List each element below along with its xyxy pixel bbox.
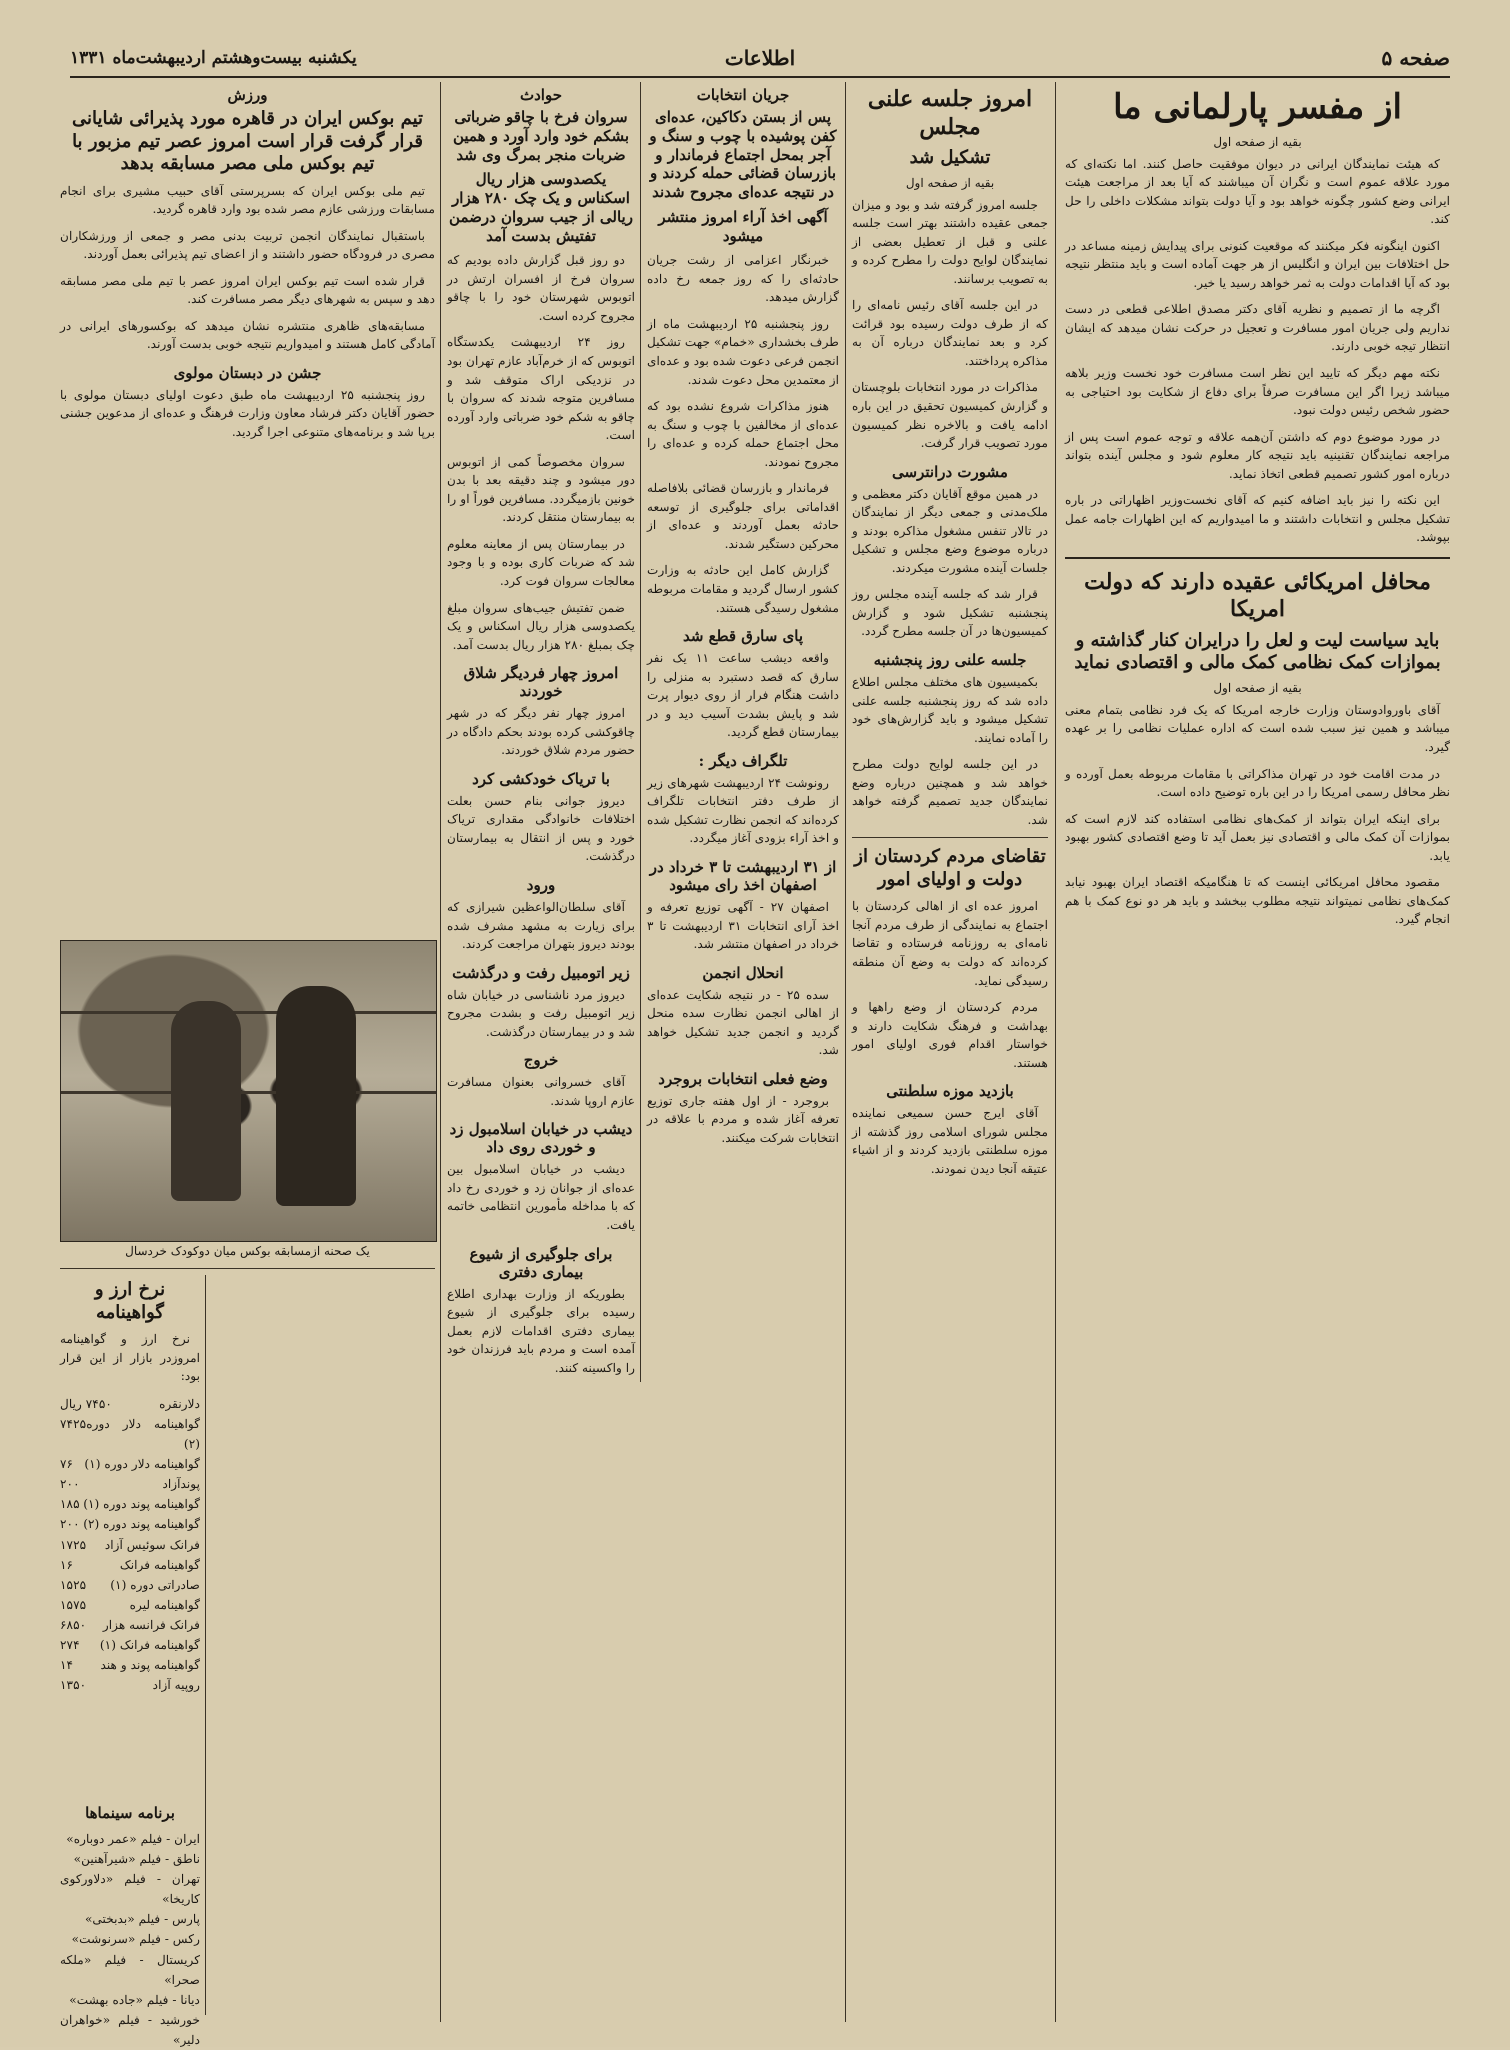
rate-value: ۱۵۷۵	[60, 1597, 87, 1612]
headline-american-circles: محافل امریکائی عقیده دارند که دولت امریکا	[1084, 568, 1431, 623]
paragraph: دیشب در خیابان اسلامبول بین عده‌ای از جوانان زد و خوردی رخ داد که با مداخله مأمورین انتظامی خاتمه یافت.	[447, 1162, 635, 1233]
section-heading: امروز چهار فردیگر شلاق خوردند	[463, 664, 619, 701]
rate-label: گواهینامه لیره	[129, 1597, 200, 1612]
headline-elections: پس از بستن دکاکین، عده‌ای کفن پوشیده با چوب و سنگ و آجر بمحل اجتماع فرماندار و بازرسان قضائی حمله کردند و در نتیجه عده‌ای مجروح شدند	[649, 108, 837, 201]
cinema-item: کریستال - فیلم «ملکه صحرا»	[60, 1952, 200, 1987]
boxer-figure	[171, 1001, 241, 1201]
column-parliament-commentary	[1065, 82, 1450, 2022]
paragraph: قرار شد که جلسه آینده مجلس روز پنجشنبه تشکیل شود و گزارش کمیسیون‌ها در آن جلسه مطرح گردد.	[852, 587, 1048, 639]
paragraph: نکته مهم دیگر که تایید این نظر است مسافرت خود نخست وزیر بلاهه میباشد زیرا اگر این مسافرت صرفاً برای دفاع از شکایت بود احتیاجی به حضور شخص رئیس دولت نبود.	[1065, 365, 1450, 418]
photo-caption: یک صحنه ازمسابقه بوکس میان دوکودک خردسال	[125, 1244, 370, 1258]
rate-value: ۲۰۰	[60, 1517, 80, 1532]
ring-rope	[61, 1011, 436, 1014]
subhead-captain-farrokh: یکصدوسی هزار ریال اسکناس و یک چک ۲۸۰ هزار ریالی از جیب سروان درضمن تفتیش بدست آمد	[449, 170, 633, 245]
subhead-american-circles: باید سیاست لیت و لعل را درایران کنار گذاشته و بموازات کمک نظامی کمک مالی و اقتصادی نماید	[1074, 629, 1441, 674]
paragraph: مردم کردستان از وضع راهها و بهداشت و فرهنگ شکایت دارند و خواستار اقدام فوری اولیای امور هستند.	[852, 1000, 1048, 1070]
cinema-box	[60, 1800, 200, 2047]
rate-label: گواهینامه دلار دوره (۱)	[84, 1457, 200, 1472]
rate-label: فرانک سوئیس آزاد	[104, 1537, 200, 1552]
paragraph: دیروز جوانی بنام حسن بعلت اختلافات خانوادگی مقداری تریاک خورد و پس از انتقال به بیمارستان درگذشت.	[447, 793, 635, 864]
cinema-title: برنامه سینماها	[85, 1804, 175, 1822]
section-heading: جشن در دبستان مولوی	[173, 363, 322, 382]
paragraph: مسابقه‌های ظاهری منتشره نشان میدهد که بوکسورهای ایرانی در آمادگی کامل هستند و امیدواریم نتیجه خوبی بدست آورند.	[60, 318, 435, 352]
issue-date: یکشنبه بیست‌وهشتم اردیبهشت‌ماه ۱۳۳۱	[70, 48, 357, 68]
column-rule	[440, 82, 441, 2022]
rate-label: گواهینامه پوند دوره (۱)	[83, 1497, 200, 1512]
headline-boxing: تیم بوکس ایران در قاهره مورد پذیرائی شایانی قرار گرفت قرار است امروز عصر تیم مزبور با تیم بوکس ملی مصر مسابقه بدهد	[71, 108, 424, 174]
rate-row	[60, 1635, 200, 1655]
rate-label: فرانک فرانسه هزار	[102, 1618, 200, 1633]
section-heading: تلگراف دیگر :	[698, 751, 788, 770]
cinema-item: ایران - فیلم «عمر دوباره»	[66, 1831, 200, 1846]
section-heading: از ۳۱ اردیبهشت تا ۳ خرداد در اصفهان اخذ رای میشود	[649, 858, 837, 895]
rate-row	[60, 1555, 200, 1575]
section-heading: زیر اتومبیل رفت و درگذشت	[452, 963, 630, 982]
paragraph: اکنون اینگونه فکر میکنند که موقعیت کنونی برای پیدایش زمینه مساعد در حل اختلافات بین ایران و انگلیس از هر جهت آماده است و باید منتظر نتیجه بود که آیا اقدامات دولت به ثمر خواهد رسید یا خیر.	[1065, 238, 1450, 290]
paragraph: در همین موقع آقایان دکتر معظمی و ملک‌مدنی و جمعی دیگر از نمایندگان در تالار تنفس مشغول مذاکره بودند و درباره موضوع وضع مجلس و تشکیل جلسات آینده مشورت میکردند.	[852, 486, 1048, 575]
rate-row	[60, 1575, 200, 1595]
masthead	[70, 40, 1450, 78]
paragraph: روز پنجشنبه ۲۵ اردیبهشت ماه از طرف بخشداری «خمام» جهت تشکیل انجمن فرعی دعوت شده بود و عده‌ای از معتمدین محل دعوت شدند.	[647, 316, 839, 387]
rates-list	[60, 1394, 200, 1696]
boxer-figure	[276, 986, 356, 1206]
section-heading: خروج	[523, 1051, 559, 1070]
rate-label: صادراتی دوره (۱)	[110, 1577, 200, 1592]
rate-value: ۱۸۵	[60, 1497, 80, 1512]
headline-captain-farrokh: سروان فرخ با چاقو ضرباتی بشکم خود وارد آورد و همین ضربات منجر بمرگ وی شد	[452, 108, 630, 164]
column-sports	[60, 82, 435, 932]
paragraph: هنوز مذاکرات شروع نشده بود که عده‌ای از مخالفین با چوب و سنگ به محل اجتماع حمله کرده و عده‌ای را مجروح نمودند.	[647, 399, 839, 469]
rate-label: گواهینامه فرانک	[119, 1557, 200, 1572]
paragraph: دو روز قبل گزارش داده بودیم که سروان فرخ از افسران ارتش در اتوبوس شهرستان خود را با چاقو مجروح کرده است.	[447, 253, 635, 323]
rate-row	[60, 1494, 200, 1514]
rate-value: ۲۷۴	[60, 1638, 80, 1653]
paragraph: واقعه دیشب ساعت ۱۱ یک نفر سارق که قصد دستبرد به منزلی را داشت هنگام فرار از روی دیوار پرت شد و پایش بشدت آسیب دید و در بیمارستان قطع گردید.	[647, 651, 839, 740]
rate-row	[60, 1675, 200, 1695]
rate-row	[60, 1655, 200, 1675]
rate-value: ۷۴۲۵	[60, 1416, 87, 1431]
column-rule	[640, 82, 641, 1382]
rate-label: گواهینامه پوند و هند	[100, 1658, 200, 1673]
section-heading: با تریاک خودکشی کرد	[472, 769, 610, 788]
cinema-list	[60, 1829, 200, 2050]
exchange-rates-box	[60, 1275, 200, 1795]
rate-row	[60, 1394, 200, 1414]
rate-label: دلارنقره	[159, 1396, 200, 1411]
paragraph: بکمیسیون های مختلف مجلس اطلاع داده شد که روز پنجشنبه جلسه علنی تشکیل میشود و باید گزارش‌های خود را آماده نمایند.	[852, 674, 1048, 745]
rate-label: پوندآزاد	[162, 1477, 200, 1492]
cinema-item: ناطق - فیلم «شیرآهنین»	[73, 1851, 200, 1866]
rate-label: روپیه آزاد	[152, 1678, 200, 1693]
paragraph: روز پنجشنبه ۲۵ اردیبهشت ماه طبق دعوت اولیای دبستان مولوی با حضور آقایان دکتر فرشاد معاون وزارت فرهنگ و عده‌ای از مدعوین جشنی برپا شد و برنامه‌های متنوعی اجرا گردید.	[60, 387, 435, 439]
continued-note: بقیه از صفحه اول	[1213, 680, 1302, 695]
paragraph: خبرنگار اعزامی از رشت جریان حادثه‌ای را که روز جمعه رخ داده گزارش میدهد.	[647, 253, 839, 305]
rate-row	[60, 1474, 200, 1494]
subhead-elections: آگهی اخذ آراء امروز منتشر میشود	[658, 207, 828, 245]
rate-value: ۷۴۵۰ ریال	[60, 1396, 112, 1411]
rate-label: گواهینامه دلار دوره (۲)	[86, 1416, 200, 1451]
rate-value: ۱۶	[60, 1557, 74, 1572]
paragraph: در مورد موضوع دوم که داشتن آن‌همه علاقه و توجه عموم است پس از مراجعه نمایندگان تقنینیه باید نتیجه کار معلوم شود و مجلس آینده بتواند درباره امور کشور تصمیم قطعی اتخاذ نماید.	[1065, 429, 1450, 481]
paragraph: که هیئت نمایندگان ایرانی در دیوان موفقیت حاصل کنند. اما نکته‌ای که مورد علاقه عموم است و نگران آن میباشند که آیا بعد از مراجعت هیئت ایرانی وضع کشور چگونه خواهد بود و آیا دولت بتواند مشکلات داخلی را حل کند.	[1065, 156, 1450, 227]
section-heading: انحلال انجمن	[702, 963, 784, 982]
paragraph: جلسه امروز گرفته شد و بود و میزان جمعی عقیده داشتند بهتر است جلسه علنی و قبل از تعطیل بعضی از نمایندگان لوایح دولت را مطرح کرده و به تصویب برسانند.	[852, 197, 1048, 286]
paper-name: اطلاعات	[724, 46, 796, 70]
page-number: صفحه ۵	[1381, 46, 1450, 70]
paragraph: مقصود محافل امریکائی اینست که تا هنگامیکه اقتصاد ایران بهبود نیابد کمک‌های نظامی نمیتواند نتیجه مطلوب ببخشد و باید هر دو نوع کمک با هم انجام گیرد.	[1065, 875, 1450, 927]
paragraph: قرار شده است تیم بوکس ایران امروز عصر با تیم ملی مصر مسابقه دهد و سپس به شهرهای دیگر مصر مسافرت کند.	[60, 273, 435, 307]
kicker-elections: جریان انتخابات	[696, 86, 790, 104]
column-rule	[845, 82, 846, 2022]
paragraph: سده ۲۵ - در نتیجه شکایت عده‌ای از اهالی انجمن نظارت سده منحل گردید و انجمن جدید تشکیل خواهد شد.	[647, 987, 839, 1058]
paragraph: فرماندار و بازرسان قضائی بلافاصله اقداماتی برای جلوگیری از توسعه حادثه بعمل آوردند و عده‌ای از محرکین دستگیر شدند.	[647, 481, 839, 551]
subhead-parliament-session: تشکیل شد	[909, 147, 991, 168]
rate-row	[60, 1454, 200, 1474]
rate-row	[60, 1514, 200, 1534]
rates-title: نرخ ارز و گواهینامه	[94, 1279, 166, 1323]
column-incidents	[447, 82, 635, 2022]
rate-value: ۲۰۰	[60, 1477, 80, 1492]
paragraph: امروز عده ای از اهالی کردستان با اجتماع به نمایندگی از طرف مردم آنجا نامه‌ای به روزنامه فرستاده و تقاضا کرده‌اند که دولت به وضع آن منطقه رسیدگی نماید.	[852, 899, 1048, 988]
rate-label: گواهینامه فرانک (۱)	[99, 1638, 200, 1653]
paragraph: اصفهان ۲۷ - آگهی توزیع تعرفه و اخذ آرای انتخابات ۳۱ اردیبهشت تا ۳ خرداد در اصفهان منتشر شد.	[647, 900, 839, 952]
paragraph: اگرچه ما از تصمیم و نظریه آقای دکتر مصدق اطلاعی قطعی در دست نداریم ولی جریان امور مسافرت و تعجیل در حرکت نشان میدهد که ایشان انتظار تیجه خوبی دارند.	[1065, 302, 1450, 354]
continued-note: بقیه از صفحه اول	[1213, 134, 1302, 149]
continued-note: بقیه از صفحه اول	[905, 175, 995, 190]
cinema-item: تهران - فیلم «دلاورکوی کاریخا»	[60, 1872, 200, 1907]
rate-row	[60, 1414, 200, 1454]
section-heading: بازدید موزه سلطنتی	[886, 1082, 1014, 1101]
section-heading: پای سارق قطع شد	[682, 627, 804, 646]
paragraph: این نکته را نیز باید اضافه کنیم که آقای نخست‌وزیر اظهاراتی در باره تشکیل مجلس و انتخابات داشتند و ما امیدواریم که این اظهارات جامه عمل بپوشد.	[1065, 493, 1450, 545]
rate-label: گواهینامه پوند دوره (۲)	[83, 1517, 200, 1532]
rate-value: ۱۵۲۵	[60, 1577, 87, 1592]
column-rule	[1055, 82, 1056, 2022]
rate-value: ۶۸۵۰	[60, 1618, 87, 1633]
section-heading: مشورت درانترسی	[892, 462, 1008, 481]
paragraph: رونوشت ۲۴ اردیبهشت شهرهای زیر از طرف دفتر انتخابات تلگراف کرده‌اند که انجمن نظارت تشکیل شده و اخذ آراء بزودی آغاز میگردد.	[647, 775, 839, 846]
paragraph: در این جلسه آقای رئیس نامه‌ای را که از طرف دولت رسیده بود قرائت کرد و بعد نمایندگان درباره آن به مذاکره پرداختند.	[852, 298, 1048, 368]
headline-commentator: از مفسر پارلمانی ما	[1113, 87, 1402, 127]
paragraph: دیروز مرد ناشناسی در خیابان شاه زیر اتومبیل رفت و بشدت مجروح شد و در بیمارستان درگذشت.	[447, 987, 635, 1039]
section-heading: وضع فعلی انتخابات بروجرد	[658, 1069, 828, 1088]
cinema-item: خورشید - فیلم «خواهران دلیر»	[60, 2012, 200, 2047]
headline-kurdistan: تقاضای مردم کردستان از دولت و اولیای امور	[854, 846, 1046, 890]
rate-row	[60, 1615, 200, 1635]
cinema-item: دیانا - فیلم «جاده بهشت»	[69, 1992, 200, 2007]
section-divider	[1065, 557, 1450, 559]
paragraph: مذاکرات در مورد انتخابات بلوچستان و گزارش کمیسیون تحقیق در این باره ادامه یافت و بالاخره نظر کمیسیون مورد تصویب قرار گرفت.	[852, 380, 1048, 451]
column-parliament-session	[852, 82, 1048, 2022]
paragraph: روز ۲۴ اردیبهشت یکدستگاه اتوبوس که از خرم‌آباد عازم تهران بود در نزدیکی اراک متوقف شد و مسافرین متوجه شدند که سروان با چاقو به شکم خود ضرباتی وارد آورده است.	[447, 335, 635, 443]
rate-row	[60, 1535, 200, 1555]
ring-rope	[61, 1091, 436, 1094]
cinema-item: پارس - فیلم «بدبختی»	[84, 1912, 200, 1927]
paragraph: بروجرد - از اول هفته جاری توزیع تعرفه آغاز شده و مردم با علاقه در انتخابات شرکت میکنند.	[647, 1093, 839, 1145]
section-heading: ورود	[526, 876, 556, 895]
headline-parliament-session: امروز جلسه علنی مجلس	[867, 86, 1033, 140]
section-divider	[852, 837, 1048, 838]
paragraph: گزارش کامل این حادثه به وزارت کشور ارسال گردید و مقامات مربوطه مشغول رسیدگی هستند.	[647, 563, 839, 615]
paragraph: آقای ایرج حسن سمیعی نماینده مجلس شورای اسلامی روز گذشته از موزه سلطنتی بازدید کردند و از اشیاء عتیقه آنجا دیدن نمودند.	[852, 1106, 1048, 1176]
section-heading: جلسه علنی روز پنجشنبه	[873, 650, 1027, 669]
column-elections	[647, 82, 839, 2022]
paragraph: برای اینکه ایران بتواند از کمک‌های نظامی استفاده کند لازم است که بموازات آن کمک مالی و اقتصادی نیز بعمل آید تا وضع اقتصادی کشور بهبود یابد.	[1065, 811, 1450, 863]
rate-value: ۷۶	[60, 1457, 74, 1472]
paragraph: در بیمارستان پس از معاینه معلوم شد که ضربات کاری بوده و با وجود معالجات سروان فوت کرد.	[447, 536, 635, 588]
cinema-item: رکس - فیلم «سرنوشت»	[71, 1932, 200, 1947]
paragraph: باستقبال نمایندگان انجمن تربیت بدنی مصر و جمعی از ورزشکاران مصری در فرودگاه حضور داشتند و از اعضای تیم پذیرائی بعمل آوردند.	[60, 228, 435, 262]
paragraph: در مدت اقامت خود در تهران مذاکراتی با مقامات مربوطه بعمل آورده و نظر محافل رسمی امریکا را در این باره توضیح داده است.	[1065, 766, 1450, 800]
rate-row	[60, 1595, 200, 1615]
paragraph: آقای باوروادوستان وزارت خارجه امریکا که یک فرد نظامی بتمام معنی میباشد و همین نیز سبب شده است که اداره عملیات نظامی را بر عهده گیرد.	[1065, 702, 1450, 754]
kicker-sports: ورزش	[227, 86, 268, 104]
rate-value: ۱۳۵۰	[60, 1678, 87, 1693]
kicker-incidents: حوادث	[520, 86, 562, 104]
paragraph: در این جلسه لوایح دولت مطرح خواهد شد و همچنین درباره وضع نمایندگان جدید تصمیم گرفته خواهد شد.	[852, 757, 1048, 827]
paragraph: سروان مخصوصاً کمی از اتوبوس دور میشود و چند دقیقه بعد با بدن خونین بازمیگردد. مسافرین فوراً او را به بیمارستان منتقل کردند.	[447, 454, 635, 525]
rate-value: ۱۴	[60, 1658, 74, 1673]
column-rule	[205, 1275, 206, 2015]
paragraph: آقای خسروانی بعنوان مسافرت عازم اروپا شدند.	[447, 1075, 635, 1108]
rates-intro: نرخ ارز و گواهینامه امروزدر بازار از این قرار بود:	[60, 1332, 200, 1384]
section-heading: برای جلوگیری از شیوع بیماری دفتری	[469, 1244, 613, 1281]
rate-value: ۱۷۲۵	[60, 1537, 87, 1552]
paragraph: تیم ملی بوکس ایران که بسرپرستی آقای حبیب مشیری برای انجام مسابقات ورزشی عازم مصر شده بود وارد قاهره گردید.	[60, 183, 435, 217]
paragraph: بطوریکه از وزارت بهداری اطلاع رسیده برای جلوگیری از شیوع بیماری دفتری اقدامات لازم بعمل آمده است و مردم باید فرزندان خود را واکسینه کنند.	[447, 1286, 635, 1375]
section-heading: دیشب در خیابان اسلامبول زد و خوردی روی داد	[449, 1120, 633, 1157]
paragraph: امروز چهار نفر دیگر که در شهر چاقوکشی کرده بودند بحکم دادگاه در حضور مردم شلاق خوردند.	[447, 706, 635, 758]
section-rule	[60, 1268, 435, 1269]
boxing-photo	[60, 940, 437, 1242]
paragraph: ضمن تفتیش جیب‌های سروان مبلغ یکصدوسی هزار ریال اسکناس و یک چک بمبلغ ۲۸۰ هزار ریال بدست آمد.	[447, 600, 635, 652]
paragraph: آقای سلطان‌الواعظین شیرازی که برای زیارت به مشهد مشرف شده بودند دیروز بتهران مراجعت کردند.	[447, 900, 635, 952]
